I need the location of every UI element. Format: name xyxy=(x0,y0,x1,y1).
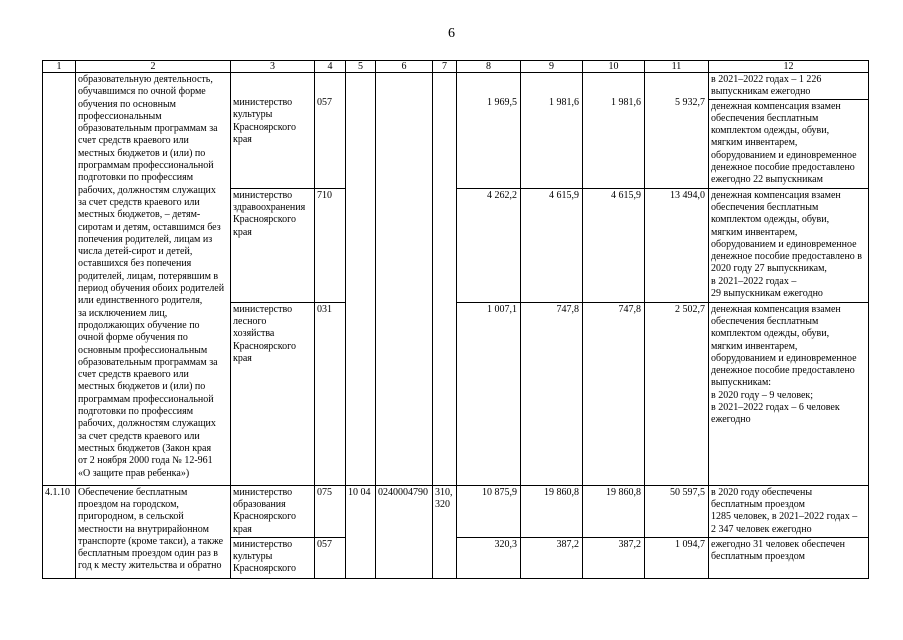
ministry-cell: министерство здравоохранения Красноярского края xyxy=(231,188,315,302)
col-header: 11 xyxy=(645,61,709,73)
code-cell: 057 xyxy=(315,73,346,189)
table-row xyxy=(43,485,869,537)
col-header: 7 xyxy=(433,61,457,73)
col-header: 4 xyxy=(315,61,346,73)
target-article-code: 0240004790 xyxy=(376,485,433,578)
item-description: Обеспечение бесплатным проездом на городском, пригородном, в сельской местности на внутрирайонном транспорте (кроме такси), а также бесплатным проездом один раз в год к месту жительства и обратно xyxy=(76,485,231,578)
note-cell: ежегодно 31 человек обеспечен бесплатным проездом xyxy=(709,537,869,578)
ministry-cell: министерство культуры Красноярского xyxy=(231,537,315,578)
value-cell: 1 969,5 xyxy=(457,73,521,189)
table-row xyxy=(43,73,869,189)
header-row xyxy=(43,61,869,73)
value-cell: 387,2 xyxy=(583,537,645,578)
note-cell: в 2021–2022 годах – 1 226 выпускникам ежегодно денежная компенсация взамен обеспечения бесплатным комплектом одежды, обуви, мягким инвентарем, оборудованием и единовременное денежное пособие предоставлено ежегодно 22 выпускникам xyxy=(709,73,869,189)
value-cell: 19 860,8 xyxy=(583,485,645,537)
value-cell: 747,8 xyxy=(521,302,583,485)
code-cell: 075 xyxy=(315,485,346,537)
value-cell: 1 007,1 xyxy=(457,302,521,485)
value-cell: 4 262,2 xyxy=(457,188,521,302)
col6-cell xyxy=(376,73,433,486)
value-cell: 19 860,8 xyxy=(521,485,583,537)
value-cell: 4 615,9 xyxy=(521,188,583,302)
item-number-cell xyxy=(43,73,76,486)
ministry-cell: министерство культуры Красноярского края xyxy=(231,73,315,189)
note-cell: денежная компенсация взамен обеспечения бесплатным комплектом одежды, обуви, мягким инвентарем, оборудованием и единовременное денежное пособие предоставлено выпускникам: в 2020 году – 9 человек; в 2021–2022 годах – 6 человек ежегодно xyxy=(709,302,869,485)
value-cell: 1 094,7 xyxy=(645,537,709,578)
value-cell: 50 597,5 xyxy=(645,485,709,537)
expense-type-code: 310, 320 xyxy=(433,485,457,578)
col-header: 8 xyxy=(457,61,521,73)
page-number: 6 xyxy=(448,26,455,41)
ministry-cell: министерство лесного хозяйства Красноярского края xyxy=(231,302,315,485)
col5-cell xyxy=(346,73,376,486)
budget-table xyxy=(42,60,869,579)
col-header: 3 xyxy=(231,61,315,73)
section-code: 10 04 xyxy=(346,485,376,578)
col-header: 12 xyxy=(709,61,869,73)
value-cell: 1 981,6 xyxy=(583,73,645,189)
code-cell: 031 xyxy=(315,302,346,485)
value-cell: 320,3 xyxy=(457,537,521,578)
item-description: образовательную деятельность, обучавшимся по очной форме обучения по основным профессиональным образовательным программам за счет средств краевого или местных бюджетов и (или) по программам профессиональной подготовки по профессиям рабочих, должностям служащих за счет средств краевого или местных бюджетов, – детям- сиротам и детям, оставшимся без попечения родителей, лицам из числа детей-сирот и детей, оставшихся без попечения родителей, лицам, потерявшим в период обучения обоих родителей или единственного родителя, за исключением лиц, продолжающих обучение по очной форме обучения по основным профессиональным образовательным программам за счет средств краевого или местных бюджетов и (или) по программам профессиональной подготовки по профессиям рабочих, должностям служащих за счет средств краевого или местных бюджетов (Закон края от 2 ноября 2000 года № 12-961 «О защите прав ребенка») xyxy=(76,73,231,486)
value-cell: 387,2 xyxy=(521,537,583,578)
value-cell: 4 615,9 xyxy=(583,188,645,302)
ministry-cell: министерство образования Красноярского края xyxy=(231,485,315,537)
note-cell: в 2020 году обеспечены бесплатным проездом 1285 человек, в 2021–2022 годах – 2 347 человек ежегодно xyxy=(709,485,869,537)
code-cell: 057 xyxy=(315,537,346,578)
col-header: 10 xyxy=(583,61,645,73)
value-cell: 13 494,0 xyxy=(645,188,709,302)
value-cell: 2 502,7 xyxy=(645,302,709,485)
col-header: 1 xyxy=(43,61,76,73)
code-cell: 710 xyxy=(315,188,346,302)
value-cell: 1 981,6 xyxy=(521,73,583,189)
col-header: 5 xyxy=(346,61,376,73)
value-cell: 5 932,7 xyxy=(645,73,709,189)
col-header: 2 xyxy=(76,61,231,73)
note-cell: денежная компенсация взамен обеспечения бесплатным комплектом одежды, обуви, мягким инвентарем, оборудованием и единовременное денежное пособие предоставлено в 2020 году 27 выпускникам, в 2021–2022 годах – 29 выпускникам ежегодно xyxy=(709,188,869,302)
col-header: 6 xyxy=(376,61,433,73)
col7-cell xyxy=(433,73,457,486)
col-header: 9 xyxy=(521,61,583,73)
value-cell: 10 875,9 xyxy=(457,485,521,537)
value-cell: 747,8 xyxy=(583,302,645,485)
item-number: 4.1.10 xyxy=(43,485,76,578)
